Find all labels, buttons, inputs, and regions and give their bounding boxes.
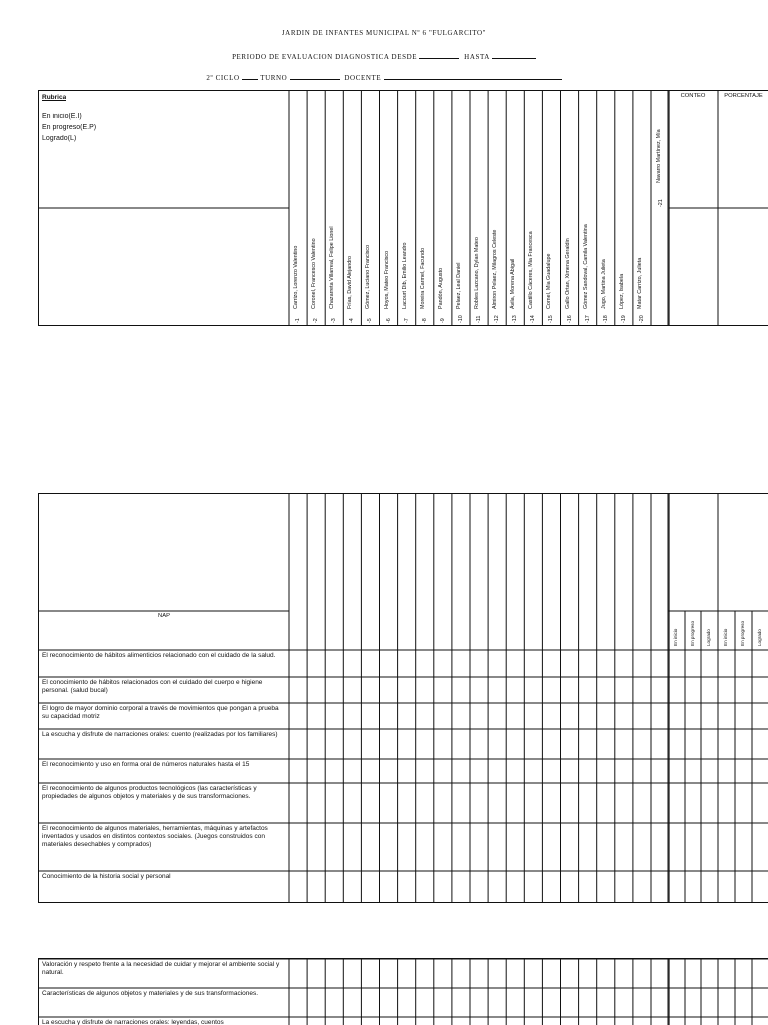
level-subheader: Logrado xyxy=(706,629,711,646)
student-name: Gómez, Luciano Francisco xyxy=(365,244,372,309)
student-number: -21 xyxy=(658,199,664,207)
conteo-header: CONTEO xyxy=(680,93,706,99)
student-name: Navarro Martínez, Mía xyxy=(656,129,662,183)
student-number: -17 xyxy=(584,315,591,323)
student-name: Almiron Pelaez, Milagros Celeste xyxy=(492,229,499,309)
student-number: -9 xyxy=(439,318,446,323)
period-label: PERIODO DE EVALUACION DIAGNOSTICA DESDE xyxy=(232,53,418,61)
student-number: -14 xyxy=(530,315,537,323)
student-number: -4 xyxy=(349,318,356,323)
document-title: JARDIN DE INFANTES MUNICIPAL Nº 6 "FULGARCITO" xyxy=(281,29,487,37)
rubric-level-1: En inicio(E.I) xyxy=(42,113,82,120)
nap-item: Conocimiento de la historia social y personal xyxy=(42,873,171,880)
porcentaje-header: PORCENTAJE xyxy=(724,93,763,99)
student-header-table xyxy=(38,90,768,326)
student-name: Pelaez, Leal Daniel xyxy=(455,262,462,309)
student-number: -20 xyxy=(638,315,645,323)
nap-item: El reconocimiento y uso en forma oral de números naturales hasta el 15 xyxy=(42,761,250,768)
docente-blank[interactable] xyxy=(384,72,562,80)
nap-item: El logro de mayor dominio corporal a través de movimientos que pongan a prueba su capacidad motriz xyxy=(42,705,279,720)
nap-item: El conocimiento de hábitos relacionados con el cuidado del cuerpo e higiene personal. (salud bucal) xyxy=(42,679,263,694)
student-number: -15 xyxy=(548,315,555,323)
student-name: Ávila, Morena Abigail xyxy=(510,258,517,309)
student-name: Gallo Ortan, Ximena Geraldin xyxy=(564,238,571,309)
student-number: -6 xyxy=(385,318,392,323)
student-number: -19 xyxy=(620,315,627,323)
rubric-title: Rubrica xyxy=(42,94,67,101)
student-name: López, Isabela xyxy=(618,273,625,309)
student-number: -18 xyxy=(602,315,609,323)
nap-item: La escucha y disfrute de narraciones orales: cuento (realizadas por los familiares) xyxy=(42,731,278,738)
ciclo-blank[interactable] xyxy=(242,72,258,80)
student-name: Frías, David Alejandro xyxy=(347,255,354,309)
student-name: Carrizo, Lorenzo Valentino xyxy=(293,245,299,309)
student-number: -7 xyxy=(403,318,410,323)
ciclo-label: 2º CICLO xyxy=(206,74,240,82)
student-number: -2 xyxy=(313,318,320,323)
level-subheader: En progreso xyxy=(740,620,745,646)
hasta-label: HASTA xyxy=(464,53,490,61)
docente-label: DOCENTE xyxy=(344,74,382,82)
level-subheader: En progreso xyxy=(690,620,695,646)
ciclo-turno-docente-line xyxy=(0,72,768,82)
student-number: -8 xyxy=(421,318,428,323)
nap-item: El reconocimiento de algunos materiales, herramientas, máquinas y artefactos inventados y usados en distintos contextos sociales. (Juegos construidos con materiales desechables y comprados) xyxy=(42,825,268,848)
level-subheader: Logrado xyxy=(757,629,762,646)
bottom-item: Características de algunos objetos y materiales y de sus transformaciones. xyxy=(42,990,259,997)
student-name: Hoyos, Mateo Francisco xyxy=(383,250,390,309)
nap-header: NAP xyxy=(158,613,170,619)
level-subheader: En inicio xyxy=(673,628,678,646)
student-name: Coronel, Francesco Valentino xyxy=(311,238,318,309)
student-name: Matar Carrizo, Julieta xyxy=(636,257,643,309)
student-number: -16 xyxy=(566,315,573,323)
student-number: -5 xyxy=(367,318,374,323)
student-number: -1 xyxy=(295,318,301,323)
nap-item: El reconocimiento de hábitos alimenticios relacionado con el cuidado de la salud. xyxy=(42,652,276,659)
student-name: Robles Lazcano, Dylan Mateo xyxy=(474,237,480,309)
student-name: Castillo Cáceres, Mia Francesca xyxy=(528,231,535,309)
nap-item: El reconocimiento de algunos productos tecnológicos (las características y propiedades de algunos objetos y materiales y de sus transformaciones. xyxy=(42,785,257,800)
rubric-level-2: En progreso(E.P) xyxy=(42,124,97,131)
period-from-blank[interactable] xyxy=(419,51,459,59)
period-to-blank[interactable] xyxy=(492,51,536,59)
student-name: Cornel, Mia Guadalupe xyxy=(546,253,553,309)
level-subheader: En inicio xyxy=(723,628,728,646)
student-name: Jugo, Martina Julieta xyxy=(600,259,607,309)
bottom-item: Valoración y respeto frente a la necesidad de cuidar y mejorar el ambiente social y natural. xyxy=(42,961,280,976)
rubric-level-3: Logrado(L) xyxy=(42,135,77,142)
student-name: Lacourt Dib, Emilio Leandro xyxy=(401,242,408,309)
student-number: -11 xyxy=(476,315,482,323)
student-number: -13 xyxy=(512,315,519,323)
turno-label: TURNO xyxy=(260,74,288,82)
evaluation-period-line xyxy=(0,51,768,61)
student-name: Gómez Sandoval, Camila Valentina xyxy=(582,224,589,309)
student-number: -3 xyxy=(331,318,338,323)
student-name: Pandón, Augusto xyxy=(437,267,444,309)
student-name: Chazarreta Villarreal, Felipe Lionel xyxy=(329,226,336,309)
student-number: -10 xyxy=(457,315,464,323)
nap-evaluation-table xyxy=(38,493,768,903)
bottom-item: La escucha y disfrute de narraciones orales: leyendas, cuentos xyxy=(42,1019,224,1025)
student-name: Moreira Carmel, Facundo xyxy=(419,247,426,309)
turno-blank[interactable] xyxy=(290,72,340,80)
student-number: -12 xyxy=(494,315,501,323)
additional-items-table xyxy=(38,958,768,1025)
